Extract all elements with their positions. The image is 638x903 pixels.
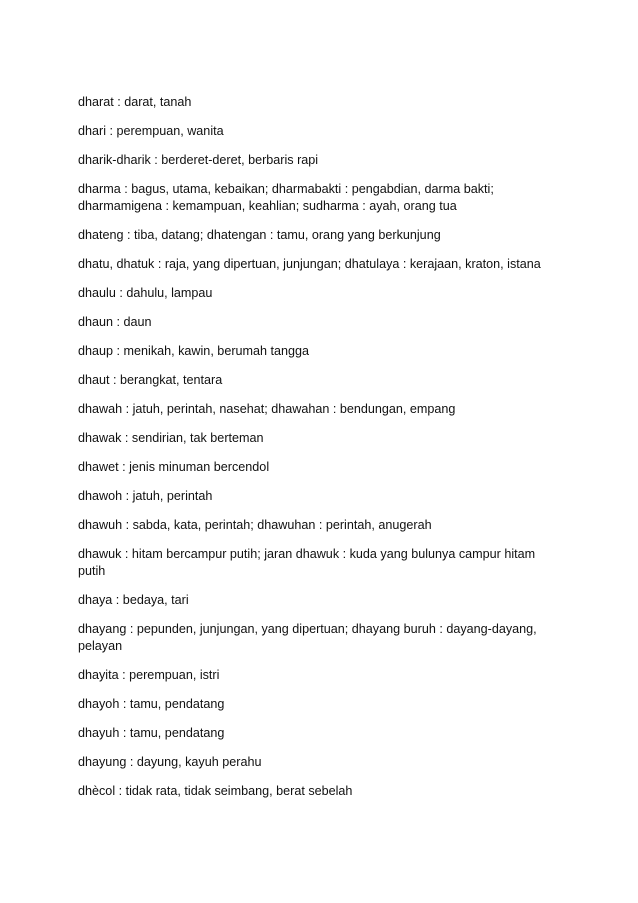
glossary-entry (78, 372, 568, 389)
glossary-entry (78, 227, 568, 244)
glossary-entry (78, 783, 568, 800)
entry-text-line: dhawuh : sabda, kata, perintah; dhawuhan : perintah, anugerah (78, 518, 432, 532)
entry-text-line: dhayoh : tamu, pendatang (78, 697, 225, 711)
glossary-entry (78, 181, 568, 215)
entry-text-line: dhècol : tidak rata, tidak seimbang, berat sebelah (78, 784, 353, 798)
entry-text-line: putih (78, 564, 106, 578)
entry-text-line: dhaun : daun (78, 315, 152, 329)
glossary-list (78, 94, 568, 812)
entry-text-line: dhawak : sendirian, tak berteman (78, 431, 264, 445)
glossary-entry (78, 152, 568, 169)
glossary-entry (78, 488, 568, 505)
glossary-entry (78, 696, 568, 713)
entry-text-line: dhawoh : jatuh, perintah (78, 489, 213, 503)
entry-text-line: dhawah : jatuh, perintah, nasehat; dhawahan : bendungan, empang (78, 402, 456, 416)
glossary-entry (78, 343, 568, 360)
entry-text-line: dhaut : berangkat, tentara (78, 373, 223, 387)
glossary-entry (78, 592, 568, 609)
glossary-entry (78, 94, 568, 111)
glossary-entry (78, 546, 568, 580)
glossary-entry (78, 517, 568, 534)
entry-text-line: dharik-dharik : berderet-deret, berbaris rapi (78, 153, 319, 167)
entry-text-line: dhaup : menikah, kawin, berumah tangga (78, 344, 310, 358)
entry-text-line: dhayita : perempuan, istri (78, 668, 220, 682)
glossary-entry (78, 401, 568, 418)
entry-text-line: dhawuk : hitam bercampur putih; jaran dhawuk : kuda yang bulunya campur hitam (78, 547, 536, 561)
entry-text-line: dhayuh : tamu, pendatang (78, 726, 225, 740)
entry-text-line: dhawet : jenis minuman bercendol (78, 460, 270, 474)
entry-text-line: dharmamigena : kemampuan, keahlian; sudharma : ayah, orang tua (78, 199, 457, 213)
glossary-entry (78, 256, 568, 273)
glossary-entry (78, 123, 568, 140)
entry-text-line: pelayan (78, 639, 123, 653)
entry-text-line: dharma : bagus, utama, kebaikan; dharmabakti : pengabdian, darma bakti; (78, 182, 494, 196)
entry-text-line: dhari : perempuan, wanita (78, 124, 224, 138)
glossary-entry (78, 667, 568, 684)
entry-text-line: dharat : darat, tanah (78, 95, 192, 109)
glossary-entry (78, 754, 568, 771)
glossary-entry (78, 459, 568, 476)
glossary-entry (78, 621, 568, 655)
glossary-entry (78, 314, 568, 331)
entry-text-line: dhaulu : dahulu, lampau (78, 286, 213, 300)
glossary-entry (78, 285, 568, 302)
glossary-entry (78, 725, 568, 742)
entry-text-line: dhayang : pepunden, junjungan, yang dipertuan; dhayang buruh : dayang-dayang, (78, 622, 537, 636)
entry-text-line: dhateng : tiba, datang; dhatengan : tamu, orang yang berkunjung (78, 228, 441, 242)
glossary-entry (78, 430, 568, 447)
entry-text-line: dhayung : dayung, kayuh perahu (78, 755, 262, 769)
entry-text-line: dhaya : bedaya, tari (78, 593, 189, 607)
entry-text-line: dhatu, dhatuk : raja, yang dipertuan, junjungan; dhatulaya : kerajaan, kraton, istana (78, 257, 541, 271)
